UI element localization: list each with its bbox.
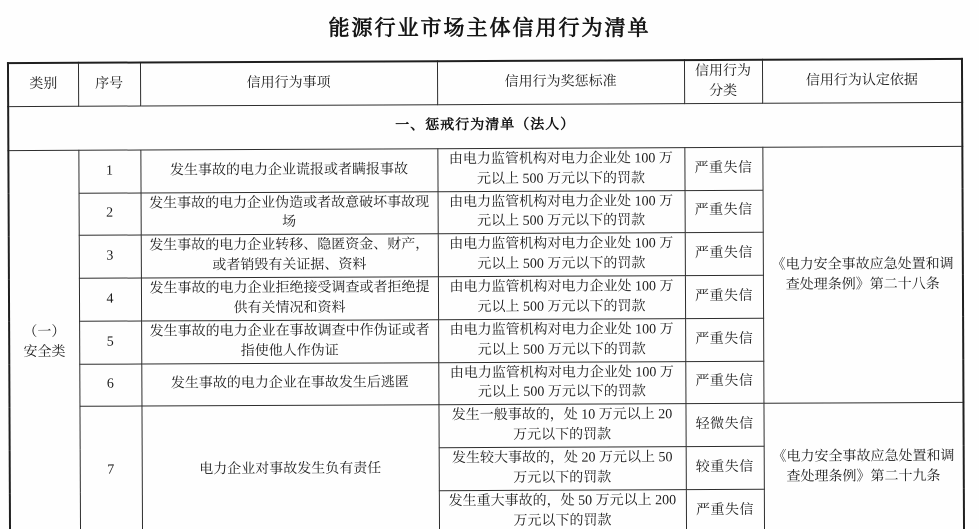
section-row bbox=[8, 102, 962, 150]
header-item: 信用行为事项 bbox=[140, 61, 437, 106]
category-line2: 安全类 bbox=[23, 344, 66, 360]
item-cell: 发生事故的电力企业拒绝接受调查或者拒绝提供有关情况和资料 bbox=[141, 277, 438, 321]
classification-cell: 严重失信 bbox=[684, 147, 762, 190]
table-wrapper bbox=[7, 58, 965, 529]
classification-cell: 严重失信 bbox=[685, 190, 763, 233]
classification-cell: 严重失信 bbox=[685, 361, 763, 404]
standard-cell: 由电力监管机构对电力企业处 100 万元以上 500 万元以下的罚款 bbox=[437, 147, 684, 191]
header-category: 类别 bbox=[8, 63, 78, 107]
credit-behavior-table bbox=[7, 58, 965, 529]
header-seq: 序号 bbox=[78, 63, 140, 107]
seq-cell: 6 bbox=[79, 364, 141, 407]
classification-cell: 严重失信 bbox=[686, 489, 764, 529]
basis-cell-row-7: 《电力安全事故应急处置和调查处理条例》第二十九条 bbox=[763, 403, 964, 529]
standard-cell: 由电力监管机构对电力企业处 100 万元以上 500 万元以下的罚款 bbox=[438, 233, 685, 277]
standard-cell: 由电力监管机构对电力企业处 100 万元以上 500 万元以下的罚款 bbox=[438, 361, 685, 405]
standard-cell: 发生重大事故的，处 50 万元以上 200 万元以下的罚款 bbox=[439, 490, 686, 529]
seq-cell: 2 bbox=[79, 193, 141, 236]
classification-cell: 较重失信 bbox=[686, 446, 764, 489]
page-title: 能源行业市场主体信用行为清单 bbox=[328, 16, 651, 40]
standard-cell: 发生一般事故的，处 10 万元以上 20 万元以下的罚款 bbox=[438, 404, 685, 448]
category-cell bbox=[8, 150, 80, 529]
seq-cell: 1 bbox=[78, 150, 140, 193]
item-cell: 发生事故的电力企业在事故调查中作伪证或者指使他人作伪证 bbox=[141, 319, 438, 363]
item-cell: 发生事故的电力企业在事故发生后逃匿 bbox=[141, 362, 438, 406]
item-cell: 发生事故的电力企业谎报或者瞒报事故 bbox=[140, 148, 437, 192]
classification-cell: 严重失信 bbox=[685, 233, 763, 276]
seq-cell: 3 bbox=[79, 235, 141, 278]
item-cell: 电力企业对事故发生负有责任 bbox=[141, 405, 439, 529]
item-cell: 发生事故的电力企业伪造或者故意破坏事故现场 bbox=[141, 191, 438, 235]
standard-cell: 由电力监管机构对电力企业处 100 万元以上 500 万元以下的罚款 bbox=[438, 190, 685, 234]
basis-cell-rows-1-6: 《电力安全事故应急处置和调查处理条例》第二十八条 bbox=[762, 146, 963, 403]
classification-cell: 轻微失信 bbox=[685, 404, 763, 447]
header-standard: 信用行为奖惩标准 bbox=[437, 60, 684, 104]
table-header-row bbox=[8, 59, 962, 106]
table-row bbox=[8, 146, 962, 193]
header-classification: 信用行为分类 bbox=[684, 60, 762, 104]
standard-cell: 由电力监管机构对电力企业处 100 万元以上 500 万元以下的罚款 bbox=[438, 276, 685, 320]
table-row bbox=[9, 403, 963, 450]
classification-cell: 严重失信 bbox=[685, 275, 763, 318]
header-basis: 信用行为认定依据 bbox=[762, 59, 962, 103]
seq-cell: 5 bbox=[79, 321, 141, 364]
category-line1: （一） bbox=[23, 324, 66, 340]
seq-cell: 4 bbox=[79, 278, 141, 321]
section-title: 一、惩戒行为清单（法人） bbox=[8, 102, 962, 150]
standard-cell: 由电力监管机构对电力企业处 100 万元以上 500 万元以下的罚款 bbox=[438, 318, 685, 362]
classification-cell: 严重失信 bbox=[685, 318, 763, 361]
item-cell: 发生事故的电力企业转移、隐匿资金、财产，或者销毁有关证据、资料 bbox=[141, 234, 438, 278]
seq-cell: 7 bbox=[79, 406, 142, 529]
standard-cell: 发生较大事故的，处 20 万元以上 50 万元以下的罚款 bbox=[439, 447, 686, 491]
